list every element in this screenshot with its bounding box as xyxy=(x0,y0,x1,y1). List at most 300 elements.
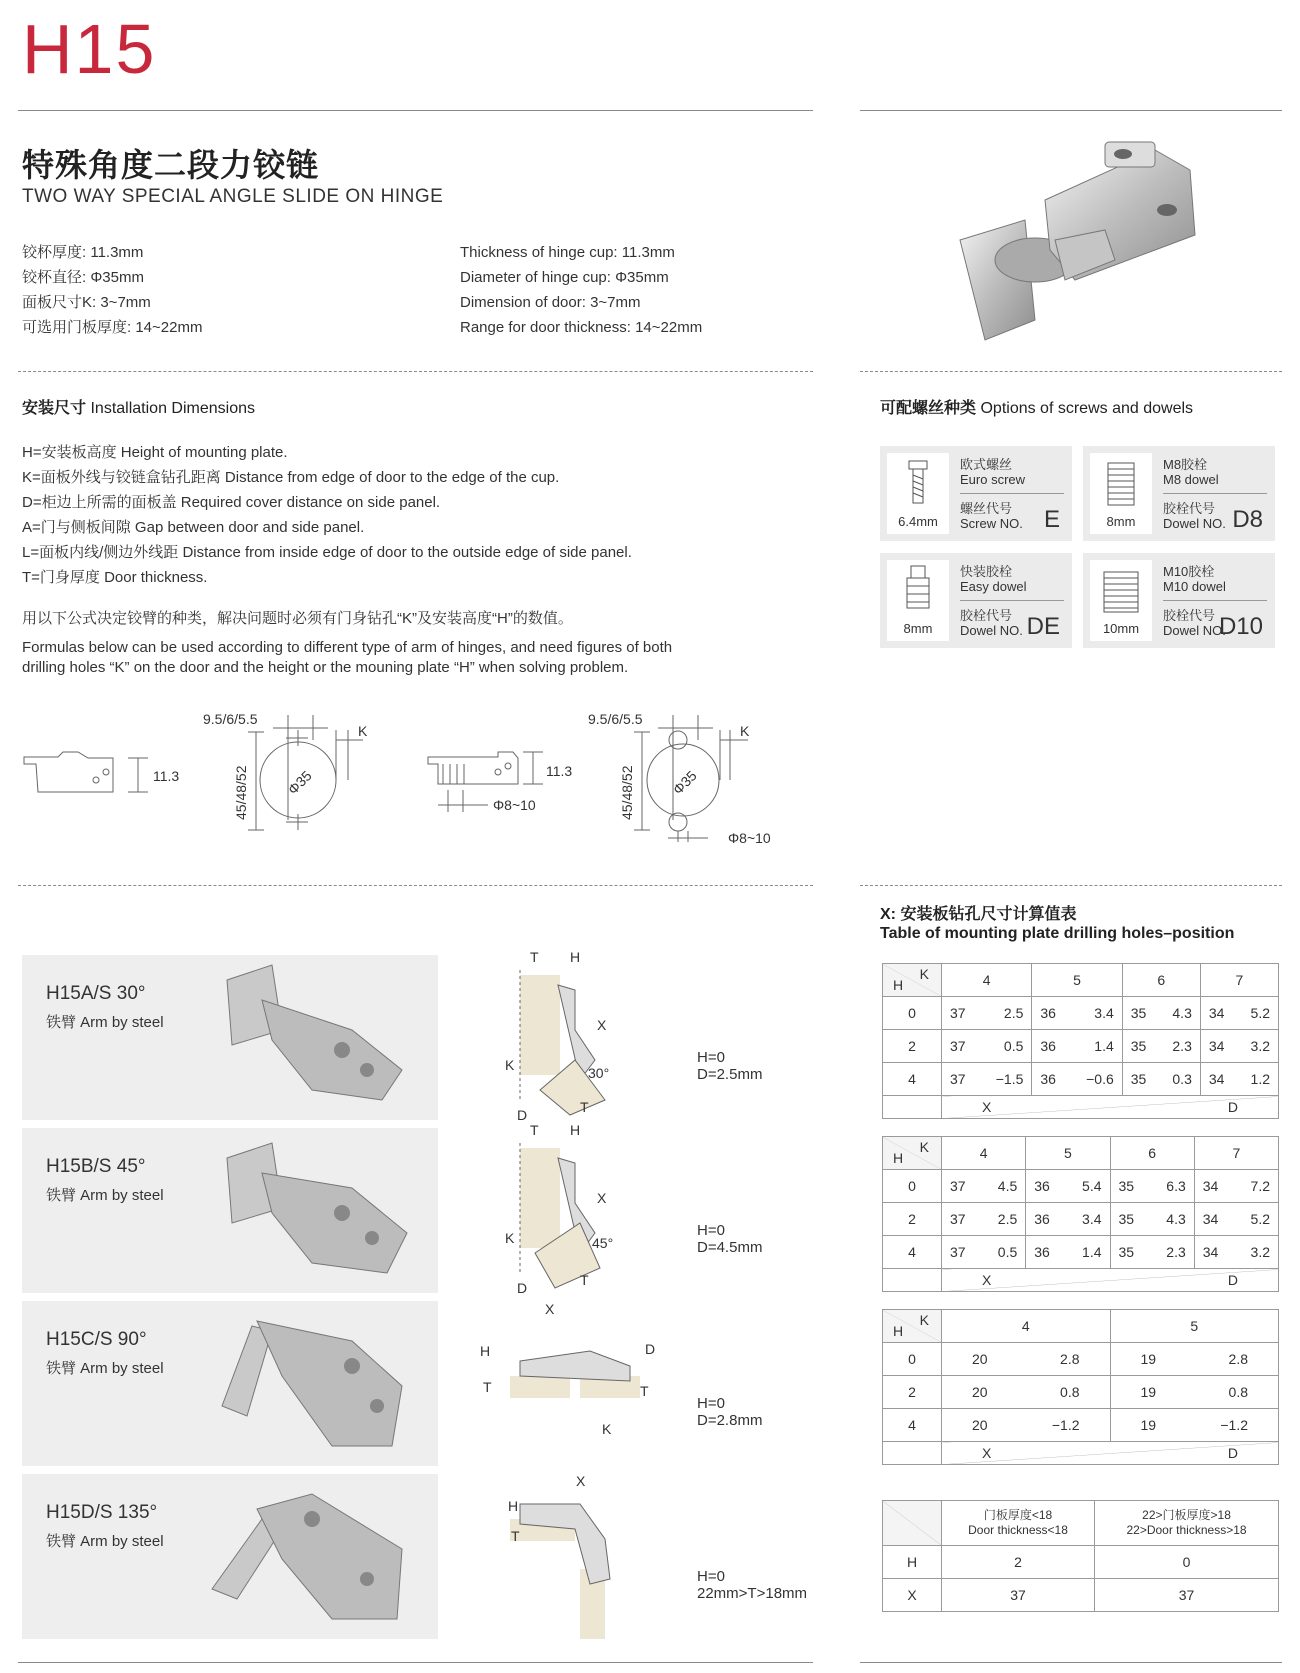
hinge-product-image xyxy=(955,140,1215,360)
cell xyxy=(1194,1203,1278,1236)
k-label: K xyxy=(919,966,929,982)
formula-line: drilling holes “K” on the door and the height or the mouning plate “H” when solving problem. xyxy=(22,659,629,676)
euro-screw-icon xyxy=(887,453,949,513)
screw-name-en: M10 dowel xyxy=(1163,579,1226,594)
cell: 0 xyxy=(1095,1546,1279,1579)
x-value: 36 xyxy=(1034,1178,1050,1194)
screw-size: 6.4mm xyxy=(898,514,938,529)
label-t: T xyxy=(530,1123,539,1138)
cell xyxy=(1122,997,1200,1030)
hk-corner xyxy=(883,964,942,997)
x-value: 36 xyxy=(1034,1211,1050,1227)
page-title: H15 xyxy=(22,10,157,88)
cell: 2 xyxy=(942,1546,1095,1579)
screw-size: 8mm xyxy=(903,621,933,636)
model-card-d xyxy=(22,1474,438,1639)
d-value: 5.4 xyxy=(1082,1178,1102,1194)
d-value: 1.2 xyxy=(1250,1071,1270,1087)
cell xyxy=(942,1170,1026,1203)
cell xyxy=(942,1063,1032,1096)
col-header: 22>门板厚度>18 22>Door thickness>18 xyxy=(1095,1501,1279,1546)
cell xyxy=(1110,1203,1194,1236)
divider xyxy=(18,371,813,372)
divider xyxy=(1163,600,1267,601)
table-row xyxy=(883,1343,1279,1376)
product-title-en: TWO WAY SPECIAL ANGLE SLIDE ON HINGE xyxy=(22,186,444,207)
d-value: −1.5 xyxy=(995,1071,1024,1087)
cell: 37 xyxy=(942,1579,1095,1612)
d-value: D=2.5mm xyxy=(697,1066,763,1083)
x-value: 36 xyxy=(1040,1005,1056,1021)
tables-heading xyxy=(880,905,1234,943)
h-value: 2 xyxy=(883,1376,942,1409)
model-name: H15C/S 90° xyxy=(46,1329,147,1350)
dim-label: Φ8~10 xyxy=(493,797,536,813)
dowel-side-profile xyxy=(428,752,572,813)
dim-label: 11.3 xyxy=(546,763,573,779)
k-header: 4 xyxy=(942,1137,1026,1170)
screw-name-en: Euro screw xyxy=(960,472,1026,487)
model-card-a xyxy=(22,955,438,1120)
label-h: H xyxy=(480,1343,491,1359)
cell xyxy=(1110,1170,1194,1203)
dowel-top-view xyxy=(588,711,771,846)
divider xyxy=(960,493,1064,494)
dim-label: 11.3 xyxy=(153,768,180,784)
install-heading-cn: 安装尺寸 xyxy=(22,400,87,417)
label-t: T xyxy=(511,1528,520,1544)
screw-card-easy xyxy=(880,553,1072,648)
dim-label: 9.5/6/5.5 xyxy=(588,711,643,727)
x-value: 35 xyxy=(1130,1071,1147,1087)
x-value: 34 xyxy=(1202,1244,1219,1260)
dim-label: K xyxy=(740,723,750,739)
k-header: 4 xyxy=(942,1310,1111,1343)
label-x: X xyxy=(597,1017,607,1033)
x-value: 20 xyxy=(972,1417,988,1433)
cell xyxy=(1032,1063,1122,1096)
product-title-cn: 特殊角度二段力铰链 xyxy=(22,147,320,183)
diagram-135 xyxy=(480,1469,670,1644)
screw-code: D8 xyxy=(1232,506,1263,533)
screw-code: D10 xyxy=(1218,613,1263,640)
door-thickness-table xyxy=(882,1500,1279,1612)
label-d: D xyxy=(517,1107,528,1123)
label-x: X xyxy=(545,1301,555,1317)
tables-heading-cn: X: 安装板钻孔尺寸计算值表 xyxy=(880,906,1077,923)
spec-item: 可选用门板厚度: 14~22mm xyxy=(22,319,203,336)
code-label-en: Dowel NO. xyxy=(1163,623,1226,638)
x-d-footer xyxy=(942,1096,1279,1119)
h-value: 4 xyxy=(883,1409,942,1442)
divider xyxy=(860,371,1282,372)
code-label-cn: 胶栓代号 xyxy=(1163,501,1216,516)
screw-card-m10 xyxy=(1083,553,1275,648)
screw-code: E xyxy=(1043,506,1060,533)
h-value: H=0 xyxy=(697,1049,725,1066)
table-row xyxy=(883,1236,1279,1269)
cell xyxy=(1110,1343,1279,1376)
dim-label: Φ8~10 xyxy=(728,830,771,846)
screw-card-m8 xyxy=(1083,446,1275,541)
d-value: −1.2 xyxy=(1051,1417,1080,1433)
cell xyxy=(1026,1170,1110,1203)
k-header: 5 xyxy=(1110,1310,1279,1343)
x-value: 37 xyxy=(950,1178,966,1194)
k-label: K xyxy=(919,1312,929,1328)
table-row xyxy=(883,1170,1279,1203)
k-header: 7 xyxy=(1194,1137,1278,1170)
divider xyxy=(860,110,1282,111)
dim-label: 9.5/6/5.5 xyxy=(203,711,258,727)
x-value: 36 xyxy=(1034,1244,1050,1260)
d-value: 3.2 xyxy=(1250,1038,1270,1054)
code-label-en: Dowel NO. xyxy=(960,623,1023,638)
drilling-table-90 xyxy=(882,1309,1279,1465)
d-value: 6.3 xyxy=(1166,1178,1186,1194)
spec-list-cn xyxy=(22,240,202,340)
spec-item: Diameter of hinge cup: Φ35mm xyxy=(460,269,669,286)
easy-dowel-icon xyxy=(887,560,949,620)
x-value: 37 xyxy=(950,1005,966,1021)
label-x: X xyxy=(576,1473,586,1489)
cell xyxy=(1122,1063,1200,1096)
x-label: X xyxy=(982,1445,992,1461)
d-value: 22mm>T>18mm xyxy=(697,1585,808,1602)
x-label: X xyxy=(982,1272,992,1288)
x-value: 20 xyxy=(972,1351,988,1367)
x-value: 19 xyxy=(1140,1351,1157,1367)
x-value: 37 xyxy=(950,1211,966,1227)
table-row xyxy=(883,1546,1279,1579)
screw-name-cn: 欧式螺丝 xyxy=(960,457,1013,472)
d-value: 4.3 xyxy=(1172,1005,1192,1021)
d-value: 2.8 xyxy=(1060,1351,1080,1367)
code-label-cn: 胶栓代号 xyxy=(960,608,1013,623)
x-value: 34 xyxy=(1208,1071,1225,1087)
model-values-b xyxy=(697,1222,762,1256)
divider xyxy=(18,1662,813,1663)
definition-item: D=柜边上所需的面板盖 Required cover distance on side panel. xyxy=(22,494,441,511)
screw-size: 10mm xyxy=(1102,621,1140,636)
cell xyxy=(1026,1203,1110,1236)
x-value: 37 xyxy=(950,1244,966,1260)
cell xyxy=(942,1030,1032,1063)
col-header: 门板厚度<18 Door thickness<18 xyxy=(942,1501,1095,1546)
label-angle: 45° xyxy=(592,1235,614,1251)
label-d: D xyxy=(645,1341,656,1357)
d-value: 2.5 xyxy=(1003,1005,1024,1021)
definition-item: L=面板内线/侧边外线距 Distance from inside edge of door to the outside edge of side panel. xyxy=(22,544,632,561)
cell xyxy=(1110,1236,1194,1269)
installation-dimension-drawings xyxy=(18,700,818,860)
x-value: 37 xyxy=(950,1038,966,1054)
cell xyxy=(1194,1170,1278,1203)
arm-type: 铁臂 Arm by steel xyxy=(46,1533,164,1550)
d-value: 2.8 xyxy=(1228,1351,1248,1367)
h-value: H=0 xyxy=(697,1395,725,1412)
x-value: 37 xyxy=(950,1071,966,1087)
model-values-a xyxy=(697,1049,762,1083)
h-value: 4 xyxy=(883,1236,942,1269)
dim-label: Φ35 xyxy=(284,767,315,798)
k-label: K xyxy=(919,1139,929,1155)
h-label: H xyxy=(893,1150,904,1166)
spec-item: Range for door thickness: 14~22mm xyxy=(460,319,703,336)
d-label: D xyxy=(1227,1272,1238,1288)
spec-item: Thickness of hinge cup: 11.3mm xyxy=(460,244,675,261)
screw-name-cn: M8胶栓 xyxy=(1163,457,1208,472)
code-label-cn: 胶栓代号 xyxy=(1163,608,1216,623)
dim-label: 45/48/52 xyxy=(233,765,249,820)
h-value: H=0 xyxy=(697,1222,725,1239)
drilling-table-30 xyxy=(882,963,1279,1119)
divider xyxy=(860,885,1282,886)
table-row xyxy=(883,1203,1279,1236)
spec-list-en xyxy=(460,240,702,340)
d-label: D xyxy=(1227,1445,1238,1461)
screw-name-cn: M10胶栓 xyxy=(1163,564,1215,579)
d-value: 2.3 xyxy=(1172,1038,1192,1054)
install-heading-en: Installation Dimensions xyxy=(90,400,255,417)
arm-type: 铁臂 Arm by steel xyxy=(46,1187,164,1204)
dim-label: K xyxy=(358,723,368,739)
table-row xyxy=(883,997,1279,1030)
k-header: 6 xyxy=(1110,1137,1194,1170)
hk-corner xyxy=(883,1310,942,1343)
x-value: 35 xyxy=(1118,1244,1135,1260)
h-value: 2 xyxy=(883,1203,942,1236)
definition-item: A=门与侧板间隙 Gap between door and side panel. xyxy=(22,519,365,536)
x-value: 35 xyxy=(1130,1005,1147,1021)
corner-cell xyxy=(883,1501,942,1546)
divider xyxy=(18,885,813,886)
divider xyxy=(960,600,1064,601)
table-row xyxy=(883,1376,1279,1409)
x-d-footer xyxy=(942,1269,1279,1292)
h-value: 0 xyxy=(883,997,942,1030)
arm-type: 铁臂 Arm by steel xyxy=(46,1360,164,1377)
cell: 37 xyxy=(1095,1579,1279,1612)
d-value: 2.3 xyxy=(1166,1244,1186,1260)
k-header: 7 xyxy=(1200,964,1278,997)
code-label-en: Screw NO. xyxy=(960,516,1023,531)
d-value: 2.5 xyxy=(997,1211,1018,1227)
definition-item: K=面板外线与铰链盒钻孔距离 Distance from edge of door to the edge of the cup. xyxy=(22,469,560,486)
d-value: 0.8 xyxy=(1060,1384,1080,1400)
label-k: K xyxy=(505,1230,515,1246)
hinge-45-image xyxy=(202,1133,417,1288)
k-header: 6 xyxy=(1122,964,1200,997)
divider xyxy=(18,110,813,111)
screw-code: DE xyxy=(1026,613,1060,640)
d-value: 4.5 xyxy=(997,1178,1018,1194)
d-value: −0.6 xyxy=(1086,1071,1114,1087)
h-value: H=0 xyxy=(697,1568,725,1585)
cell xyxy=(942,1236,1026,1269)
formula-note-cn: 用以下公式决定铰臂的种类，解决问题时必须有门身钻孔“K”及安装高度“H”的数值。 xyxy=(22,610,573,627)
screw-name-en: M8 dowel xyxy=(1163,472,1219,487)
x-value: 34 xyxy=(1208,1038,1225,1054)
screw-card-euro xyxy=(880,446,1072,541)
h-value: 0 xyxy=(883,1170,942,1203)
definition-item: H=安装板高度 Height of mounting plate. xyxy=(22,444,288,461)
cell xyxy=(1110,1376,1279,1409)
h-value: 0 xyxy=(883,1343,942,1376)
x-value: 34 xyxy=(1208,1005,1225,1021)
k-header: 4 xyxy=(942,964,1032,997)
definition-list xyxy=(22,440,632,590)
screw-name-cn: 快装胶栓 xyxy=(960,564,1013,579)
k-header: 5 xyxy=(1032,964,1122,997)
label-x: X xyxy=(597,1190,607,1206)
d-value: 1.4 xyxy=(1082,1244,1102,1260)
cell xyxy=(1194,1236,1278,1269)
x-value: 20 xyxy=(972,1384,988,1400)
spec-item: 铰杯直径: Φ35mm xyxy=(22,269,144,286)
spec-item: 面板尺寸K: 3~7mm xyxy=(22,294,151,311)
diagram-90 xyxy=(480,1296,670,1471)
arm-type: 铁臂 Arm by steel xyxy=(46,1014,164,1031)
table-row xyxy=(883,1409,1279,1442)
cell xyxy=(1200,1063,1278,1096)
hinge-90-image xyxy=(202,1306,417,1461)
cell xyxy=(1032,1030,1122,1063)
cell xyxy=(942,1409,1111,1442)
d-value: D=2.8mm xyxy=(697,1412,763,1429)
d-value: 3.4 xyxy=(1082,1211,1102,1227)
model-values-c xyxy=(697,1395,762,1429)
row-label: H xyxy=(883,1546,942,1579)
dim-label: 45/48/52 xyxy=(619,765,635,820)
x-value: 36 xyxy=(1040,1038,1056,1054)
x-value: 36 xyxy=(1040,1071,1056,1087)
x-value: 19 xyxy=(1140,1417,1157,1433)
model-card-c xyxy=(22,1301,438,1466)
x-label: X xyxy=(982,1099,992,1115)
d-value: 5.2 xyxy=(1250,1211,1270,1227)
x-value: 35 xyxy=(1130,1038,1147,1054)
cell xyxy=(1110,1409,1279,1442)
d-value: 0.5 xyxy=(997,1244,1018,1260)
label-k: K xyxy=(602,1421,612,1437)
d-value: 0.5 xyxy=(1003,1038,1024,1054)
cell xyxy=(1026,1236,1110,1269)
code-label-en: Dowel NO. xyxy=(1163,516,1226,531)
label-t: T xyxy=(640,1383,649,1399)
h-value: 4 xyxy=(883,1063,942,1096)
divider xyxy=(1163,493,1267,494)
label-t: T xyxy=(580,1272,589,1288)
cell xyxy=(942,1376,1111,1409)
definition-item: T=门身厚度 Door thickness. xyxy=(22,569,208,586)
screws-heading xyxy=(880,395,1193,418)
hinge-135-image xyxy=(202,1479,417,1634)
diagram-45 xyxy=(480,1123,660,1298)
k-header: 5 xyxy=(1026,1137,1110,1170)
label-angle: 30° xyxy=(588,1065,610,1081)
d-label: D xyxy=(1227,1099,1238,1115)
d-value: 1.4 xyxy=(1094,1038,1114,1054)
m10-dowel-icon xyxy=(1090,560,1152,620)
d-value: 5.2 xyxy=(1250,1005,1270,1021)
label-t: T xyxy=(483,1379,492,1395)
model-name: H15B/S 45° xyxy=(46,1156,146,1177)
drilling-table-45 xyxy=(882,1136,1279,1292)
screws-heading-cn: 可配螺丝种类 xyxy=(880,400,977,417)
cell xyxy=(1122,1030,1200,1063)
d-value: −1.2 xyxy=(1220,1417,1248,1433)
model-card-b xyxy=(22,1128,438,1293)
cell xyxy=(942,1203,1026,1236)
d-value: 7.2 xyxy=(1250,1178,1270,1194)
x-value: 35 xyxy=(1118,1211,1135,1227)
divider xyxy=(860,1662,1282,1663)
d-value: 0.3 xyxy=(1172,1071,1192,1087)
table-row xyxy=(883,1579,1279,1612)
h-label: H xyxy=(893,977,904,993)
label-h: H xyxy=(508,1498,519,1514)
install-heading xyxy=(22,395,255,418)
h-label: H xyxy=(893,1323,904,1339)
model-name: H15D/S 135° xyxy=(46,1502,158,1523)
hk-corner xyxy=(883,1137,942,1170)
d-value: 3.4 xyxy=(1094,1005,1114,1021)
screw-size: 8mm xyxy=(1106,514,1136,529)
label-k: K xyxy=(505,1057,515,1073)
label-d: D xyxy=(517,1280,528,1296)
diagram-30 xyxy=(480,950,660,1125)
dim-label: Φ35 xyxy=(669,767,700,798)
model-values-d xyxy=(697,1568,807,1602)
label-h: H xyxy=(570,1123,581,1138)
h-value: 2 xyxy=(883,1030,942,1063)
tables-heading-en: Table of mounting plate drilling holes–position xyxy=(880,925,1235,942)
label-t: T xyxy=(580,1099,589,1115)
cell xyxy=(1200,997,1278,1030)
x-value: 34 xyxy=(1202,1178,1219,1194)
label-t: T xyxy=(530,950,539,965)
formula-line: Formulas below can be used according to different type of arm of hinges, and need figures of both xyxy=(22,639,673,656)
cell xyxy=(1032,997,1122,1030)
cup-top-view xyxy=(203,711,368,830)
spec-item: 铰杯厚度: 11.3mm xyxy=(22,244,144,261)
screw-name-en: Easy dowel xyxy=(960,579,1027,594)
formula-note-en xyxy=(22,638,672,678)
cell xyxy=(942,997,1032,1030)
model-name: H15A/S 30° xyxy=(46,983,146,1004)
screws-heading-en: Options of screws and dowels xyxy=(980,400,1194,417)
x-value: 35 xyxy=(1118,1178,1135,1194)
x-value: 19 xyxy=(1140,1384,1157,1400)
x-d-footer xyxy=(942,1442,1279,1465)
d-value: 0.8 xyxy=(1228,1384,1248,1400)
cup-side-profile xyxy=(24,752,179,792)
x-value: 34 xyxy=(1202,1211,1219,1227)
table-row xyxy=(883,1063,1279,1096)
d-value: D=4.5mm xyxy=(697,1239,763,1256)
d-value: 3.2 xyxy=(1250,1244,1270,1260)
cell xyxy=(1200,1030,1278,1063)
table-row xyxy=(883,1030,1279,1063)
row-label: X xyxy=(883,1579,942,1612)
d-value: 4.3 xyxy=(1166,1211,1186,1227)
cell xyxy=(942,1343,1111,1376)
label-h: H xyxy=(570,950,581,965)
spec-item: Dimension of door: 3~7mm xyxy=(460,294,641,311)
m8-dowel-icon xyxy=(1090,453,1152,513)
code-label-cn: 螺丝代号 xyxy=(960,501,1013,516)
